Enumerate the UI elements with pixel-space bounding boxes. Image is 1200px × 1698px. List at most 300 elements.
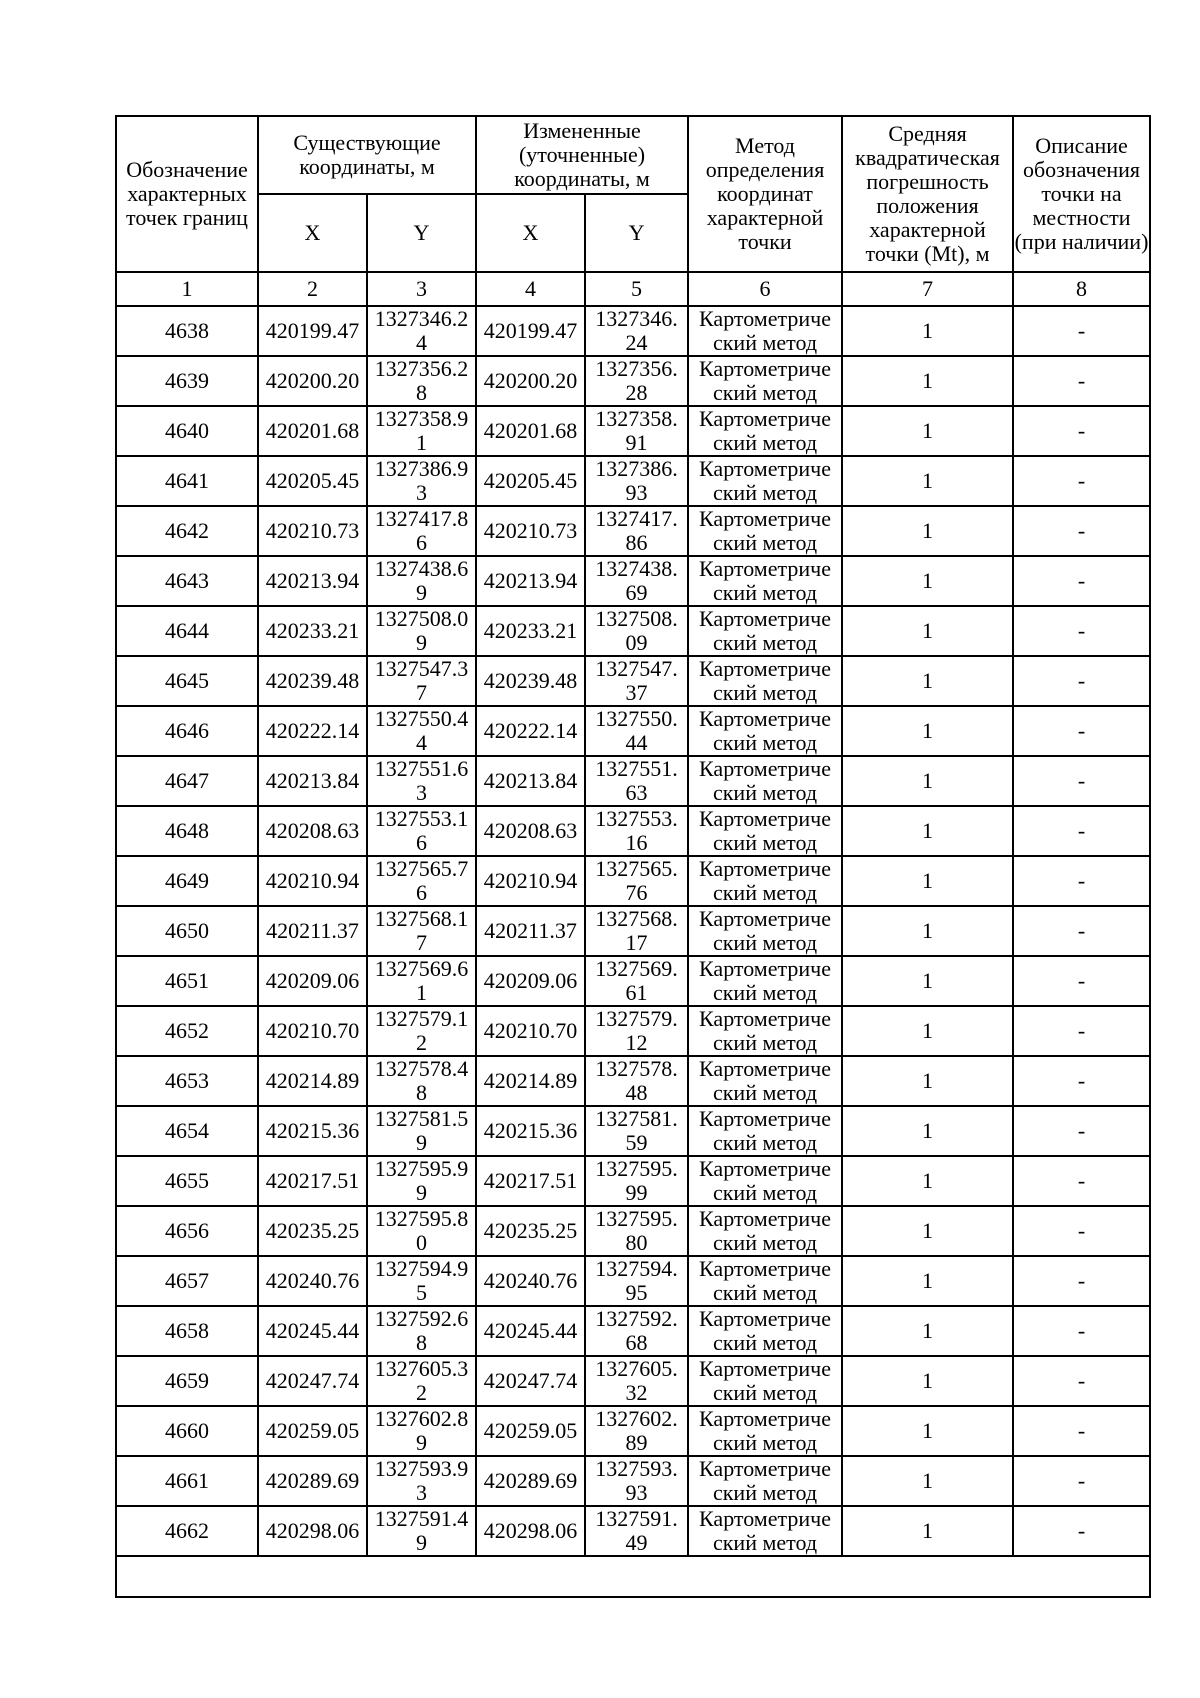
method-line2: ский метод (712, 980, 818, 1005)
method (688, 756, 842, 806)
existing-y-line2: 8 (416, 380, 427, 405)
changed-y (585, 1056, 688, 1106)
existing-y-line1: 1327551.6 (374, 756, 469, 781)
mean-square-error: 1 (842, 1056, 1013, 1106)
changed-x: 420210.73 (476, 506, 585, 556)
method-line2: ский метод (712, 1330, 818, 1355)
header-existing-x: X (258, 194, 367, 272)
changed-x: 420210.94 (476, 856, 585, 906)
method (688, 806, 842, 856)
method (688, 956, 842, 1006)
table-row (116, 856, 1150, 906)
existing-x: 420201.68 (258, 406, 367, 456)
method (688, 656, 842, 706)
mean-square-error: 1 (842, 1306, 1013, 1356)
table-row (116, 906, 1150, 956)
existing-y-line2: 7 (416, 680, 427, 705)
mean-square-error: 1 (842, 906, 1013, 956)
method (688, 406, 842, 456)
changed-x: 420213.84 (476, 756, 585, 806)
table-row (116, 756, 1150, 806)
changed-y (585, 1456, 688, 1506)
existing-y (367, 406, 476, 456)
changed-y-line1: 1327508. (595, 606, 678, 631)
existing-x: 420247.74 (258, 1356, 367, 1406)
method-line1: Картометриче (699, 406, 831, 431)
method (688, 1506, 842, 1556)
changed-y (585, 1006, 688, 1056)
method-line1: Картометриче (699, 856, 831, 881)
table-row (116, 1406, 1150, 1456)
header-changed-y: Y (585, 194, 688, 272)
changed-x: 420217.51 (476, 1156, 585, 1206)
changed-y (585, 1256, 688, 1306)
changed-y-line2: 68 (625, 1330, 648, 1355)
point-description: - (1013, 1456, 1150, 1506)
changed-x: 420259.05 (476, 1406, 585, 1456)
changed-x: 420289.69 (476, 1456, 585, 1506)
existing-x: 420217.51 (258, 1156, 367, 1206)
method (688, 506, 842, 556)
point-number: 4644 (116, 606, 258, 656)
changed-y-line1: 1327595. (595, 1156, 678, 1181)
existing-y (367, 1056, 476, 1106)
changed-y-line1: 1327578. (595, 1056, 678, 1081)
existing-x: 420289.69 (258, 1456, 367, 1506)
existing-y-line2: 9 (416, 1130, 427, 1155)
point-number: 4647 (116, 756, 258, 806)
existing-x: 420245.44 (258, 1306, 367, 1356)
point-number: 4649 (116, 856, 258, 906)
method (688, 1456, 842, 1506)
column-number: 1 (116, 272, 258, 306)
table-row (116, 706, 1150, 756)
existing-y (367, 456, 476, 506)
existing-y-line1: 1327602.8 (374, 1406, 469, 1431)
changed-x: 420214.89 (476, 1056, 585, 1106)
point-number: 4652 (116, 1006, 258, 1056)
existing-x: 420235.25 (258, 1206, 367, 1256)
mean-square-error: 1 (842, 306, 1013, 356)
method (688, 1356, 842, 1406)
changed-y (585, 906, 688, 956)
header-existing-y: Y (367, 194, 476, 272)
existing-y-line1: 1327553.1 (374, 806, 469, 831)
method-line1: Картометриче (699, 956, 831, 981)
method-line2: ский метод (712, 1180, 818, 1205)
mean-square-error: 1 (842, 506, 1013, 556)
existing-y-line1: 1327592.6 (374, 1306, 469, 1331)
changed-y-line2: 91 (625, 430, 648, 455)
changed-y-line1: 1327550. (595, 706, 678, 731)
table-row (116, 606, 1150, 656)
method-line2: ский метод (712, 1280, 818, 1305)
point-number: 4643 (116, 556, 258, 606)
method (688, 1056, 842, 1106)
changed-y (585, 556, 688, 606)
method-line2: ский метод (712, 1080, 818, 1105)
changed-y-line1: 1327593. (595, 1456, 678, 1481)
method-line1: Картометриче (699, 556, 831, 581)
existing-y-line2: 4 (416, 330, 427, 355)
mean-square-error: 1 (842, 1006, 1013, 1056)
point-number: 4657 (116, 1256, 258, 1306)
existing-y-line1: 1327346.2 (374, 306, 469, 331)
changed-y-line1: 1327358. (595, 406, 678, 431)
existing-y (367, 1156, 476, 1206)
method-line2: ский метод (712, 530, 818, 555)
method-line1: Картометриче (699, 356, 831, 381)
method-line2: ский метод (712, 330, 818, 355)
header-point-description: Описание обозначения точки на местности (при наличии) (1013, 116, 1150, 272)
mean-square-error: 1 (842, 1356, 1013, 1406)
point-description: - (1013, 406, 1150, 456)
header-point-designation: Обозначение характерных точек границ (116, 116, 258, 272)
point-number: 4646 (116, 706, 258, 756)
changed-y (585, 1306, 688, 1356)
method-line1: Картометриче (699, 706, 831, 731)
mean-square-error: 1 (842, 1406, 1013, 1456)
changed-y (585, 506, 688, 556)
table-row (116, 806, 1150, 856)
method (688, 556, 842, 606)
existing-y (367, 1206, 476, 1256)
changed-x: 420240.76 (476, 1256, 585, 1306)
changed-y (585, 1106, 688, 1156)
header-changed-x: X (476, 194, 585, 272)
changed-y-line1: 1327591. (595, 1506, 678, 1531)
table-row (116, 1206, 1150, 1256)
point-description: - (1013, 706, 1150, 756)
table-row (116, 1456, 1150, 1506)
point-description: - (1013, 556, 1150, 606)
method-line2: ский метод (712, 1230, 818, 1255)
method (688, 606, 842, 656)
changed-y-line2: 61 (625, 980, 648, 1005)
point-description: - (1013, 1206, 1150, 1256)
method-line1: Картометриче (699, 1106, 831, 1131)
method-line1: Картометриче (699, 1406, 831, 1431)
changed-y-line1: 1327581. (595, 1106, 678, 1131)
table-row (116, 406, 1150, 456)
method-line1: Картометриче (699, 506, 831, 531)
point-description: - (1013, 856, 1150, 906)
existing-x: 420210.70 (258, 1006, 367, 1056)
existing-y-line1: 1327569.6 (374, 956, 469, 981)
point-description: - (1013, 1356, 1150, 1406)
changed-y-line2: 48 (625, 1080, 648, 1105)
changed-y-line1: 1327594. (595, 1256, 678, 1281)
existing-y (367, 656, 476, 706)
point-description: - (1013, 506, 1150, 556)
method-line1: Картометриче (699, 456, 831, 481)
existing-y (367, 756, 476, 806)
method-line2: ский метод (712, 1130, 818, 1155)
changed-y (585, 756, 688, 806)
mean-square-error: 1 (842, 756, 1013, 806)
method-line1: Картометриче (699, 906, 831, 931)
method (688, 706, 842, 756)
existing-x: 420222.14 (258, 706, 367, 756)
changed-y-line1: 1327551. (595, 756, 678, 781)
existing-y-line2: 8 (416, 1330, 427, 1355)
column-number: 6 (688, 272, 842, 306)
point-description: - (1013, 1106, 1150, 1156)
mean-square-error: 1 (842, 656, 1013, 706)
header-mean-square-error: Средняя квадратическая погрешность положения характерной точки (Mt), м (842, 116, 1013, 272)
mean-square-error: 1 (842, 806, 1013, 856)
changed-x: 420222.14 (476, 706, 585, 756)
changed-x: 420233.21 (476, 606, 585, 656)
table-row (116, 456, 1150, 506)
changed-y (585, 1156, 688, 1206)
mean-square-error: 1 (842, 1256, 1013, 1306)
changed-y-line1: 1327592. (595, 1306, 678, 1331)
existing-y-line2: 9 (416, 580, 427, 605)
existing-y-line2: 9 (416, 1530, 427, 1555)
mean-square-error: 1 (842, 956, 1013, 1006)
existing-y-line2: 2 (416, 1380, 427, 1405)
empty-cell (116, 1556, 1150, 1597)
changed-y-line2: 95 (625, 1280, 648, 1305)
existing-x: 420215.36 (258, 1106, 367, 1156)
changed-y-line2: 63 (625, 780, 648, 805)
changed-x: 420211.37 (476, 906, 585, 956)
method-line1: Картометриче (699, 306, 831, 331)
column-number: 2 (258, 272, 367, 306)
table-row (116, 1006, 1150, 1056)
point-number: 4641 (116, 456, 258, 506)
method-line1: Картометриче (699, 1206, 831, 1231)
table-row (116, 356, 1150, 406)
mean-square-error: 1 (842, 706, 1013, 756)
changed-y (585, 856, 688, 906)
point-description: - (1013, 606, 1150, 656)
point-number: 4655 (116, 1156, 258, 1206)
existing-x: 420214.89 (258, 1056, 367, 1106)
changed-y-line2: 86 (625, 530, 648, 555)
changed-x: 420199.47 (476, 306, 585, 356)
point-description: - (1013, 756, 1150, 806)
empty-footer-row (116, 1556, 1150, 1597)
existing-y-line1: 1327595.8 (374, 1206, 469, 1231)
changed-y-line2: 93 (625, 480, 648, 505)
method-line2: ский метод (712, 1430, 818, 1455)
point-number: 4659 (116, 1356, 258, 1406)
changed-y (585, 606, 688, 656)
changed-x: 420235.25 (476, 1206, 585, 1256)
table-row (116, 1506, 1150, 1556)
changed-y-line2: 09 (625, 630, 648, 655)
method-line2: ский метод (712, 680, 818, 705)
existing-y-line2: 2 (416, 1030, 427, 1055)
existing-y (367, 1456, 476, 1506)
method-line1: Картометриче (699, 606, 831, 631)
existing-x: 420205.45 (258, 456, 367, 506)
point-number: 4656 (116, 1206, 258, 1256)
changed-y-line1: 1327579. (595, 1006, 678, 1031)
header-changed-coordinates: Измененные (уточненные) координаты, м (476, 116, 688, 194)
table-row (116, 656, 1150, 706)
method-line1: Картометриче (699, 806, 831, 831)
method-line1: Картометриче (699, 1006, 831, 1031)
point-number: 4653 (116, 1056, 258, 1106)
existing-y (367, 706, 476, 756)
method-line2: ский метод (712, 880, 818, 905)
existing-y (367, 556, 476, 606)
method-line2: ский метод (712, 730, 818, 755)
changed-y-line1: 1327565. (595, 856, 678, 881)
existing-y-line2: 3 (416, 780, 427, 805)
point-description: - (1013, 806, 1150, 856)
method-line1: Картометриче (699, 656, 831, 681)
mean-square-error: 1 (842, 606, 1013, 656)
existing-y-line1: 1327581.5 (374, 1106, 469, 1131)
existing-y-line1: 1327591.4 (374, 1506, 469, 1531)
existing-y-line2: 6 (416, 830, 427, 855)
existing-y-line1: 1327386.9 (374, 456, 469, 481)
changed-y (585, 656, 688, 706)
changed-y (585, 406, 688, 456)
mean-square-error: 1 (842, 456, 1013, 506)
point-description: - (1013, 456, 1150, 506)
method-line2: ский метод (712, 930, 818, 955)
column-number: 7 (842, 272, 1013, 306)
changed-y (585, 1506, 688, 1556)
existing-y-line2: 4 (416, 730, 427, 755)
changed-y-line2: 28 (625, 380, 648, 405)
existing-y-line1: 1327417.8 (374, 506, 469, 531)
changed-x: 420205.45 (476, 456, 585, 506)
mean-square-error: 1 (842, 1106, 1013, 1156)
method-line2: ский метод (712, 580, 818, 605)
changed-x: 420201.68 (476, 406, 585, 456)
changed-y-line2: 16 (625, 830, 648, 855)
existing-y-line2: 5 (416, 1280, 427, 1305)
changed-y-line1: 1327605. (595, 1356, 678, 1381)
mean-square-error: 1 (842, 1206, 1013, 1256)
existing-y-line1: 1327568.1 (374, 906, 469, 931)
method-line2: ский метод (712, 1030, 818, 1055)
point-number: 4651 (116, 956, 258, 1006)
existing-x: 420208.63 (258, 806, 367, 856)
existing-x: 420200.20 (258, 356, 367, 406)
point-description: - (1013, 1506, 1150, 1556)
method-line1: Картометриче (699, 1506, 831, 1531)
existing-y (367, 856, 476, 906)
column-number: 5 (585, 272, 688, 306)
changed-y-line2: 69 (625, 580, 648, 605)
existing-x: 420199.47 (258, 306, 367, 356)
changed-x: 420210.70 (476, 1006, 585, 1056)
column-number: 8 (1013, 272, 1150, 306)
existing-y-line1: 1327358.9 (374, 406, 469, 431)
point-number: 4648 (116, 806, 258, 856)
point-number: 4661 (116, 1456, 258, 1506)
changed-y-line1: 1327438. (595, 556, 678, 581)
method-line2: ский метод (712, 380, 818, 405)
existing-y (367, 1306, 476, 1356)
point-number: 4658 (116, 1306, 258, 1356)
table-row (116, 1156, 1150, 1206)
header-method: Метод определения координат характерной точки (688, 116, 842, 272)
mean-square-error: 1 (842, 556, 1013, 606)
existing-y-line1: 1327595.9 (374, 1156, 469, 1181)
existing-x: 420209.06 (258, 956, 367, 1006)
existing-y-line2: 3 (416, 480, 427, 505)
point-description: - (1013, 1156, 1150, 1206)
method-line1: Картометриче (699, 1256, 831, 1281)
method-line2: ский метод (712, 830, 818, 855)
point-number: 4660 (116, 1406, 258, 1456)
method (688, 1006, 842, 1056)
existing-y (367, 606, 476, 656)
existing-y-line1: 1327547.3 (374, 656, 469, 681)
changed-y-line1: 1327417. (595, 506, 678, 531)
changed-y-line2: 49 (625, 1530, 648, 1555)
changed-x: 420215.36 (476, 1106, 585, 1156)
existing-x: 420210.94 (258, 856, 367, 906)
method-line2: ский метод (712, 430, 818, 455)
method-line1: Картометриче (699, 1456, 831, 1481)
point-number: 4650 (116, 906, 258, 956)
mean-square-error: 1 (842, 856, 1013, 906)
method-line2: ский метод (712, 780, 818, 805)
changed-y-line1: 1327356. (595, 356, 678, 381)
existing-y-line2: 1 (416, 980, 427, 1005)
existing-y-line2: 3 (416, 1480, 427, 1505)
column-number: 3 (367, 272, 476, 306)
method (688, 306, 842, 356)
header-existing-coordinates: Существующие координаты, м (258, 116, 476, 194)
point-description: - (1013, 306, 1150, 356)
changed-y (585, 1406, 688, 1456)
coordinates-table (115, 115, 1151, 1598)
changed-y (585, 1206, 688, 1256)
method-line2: ский метод (712, 480, 818, 505)
changed-x: 420245.44 (476, 1306, 585, 1356)
existing-y (367, 1506, 476, 1556)
existing-y (367, 1356, 476, 1406)
method-line1: Картометриче (699, 1356, 831, 1381)
changed-y-line2: 59 (625, 1130, 648, 1155)
existing-x: 420211.37 (258, 906, 367, 956)
existing-x: 420240.76 (258, 1256, 367, 1306)
method-line2: ский метод (712, 1380, 818, 1405)
existing-y (367, 956, 476, 1006)
table-row (116, 1356, 1150, 1406)
existing-y-line2: 1 (416, 430, 427, 455)
existing-y-line2: 7 (416, 930, 427, 955)
existing-y-line1: 1327550.4 (374, 706, 469, 731)
point-number: 4639 (116, 356, 258, 406)
table-row (116, 306, 1150, 356)
changed-y-line1: 1327547. (595, 656, 678, 681)
existing-y (367, 906, 476, 956)
existing-y (367, 356, 476, 406)
changed-y-line2: 12 (625, 1030, 648, 1055)
existing-y-line2: 9 (416, 1180, 427, 1205)
table-row (116, 1306, 1150, 1356)
table-row (116, 1106, 1150, 1156)
existing-x: 420213.94 (258, 556, 367, 606)
existing-y (367, 806, 476, 856)
changed-y (585, 806, 688, 856)
changed-y-line2: 76 (625, 880, 648, 905)
existing-y (367, 1406, 476, 1456)
changed-y-line2: 80 (625, 1230, 648, 1255)
changed-y (585, 356, 688, 406)
